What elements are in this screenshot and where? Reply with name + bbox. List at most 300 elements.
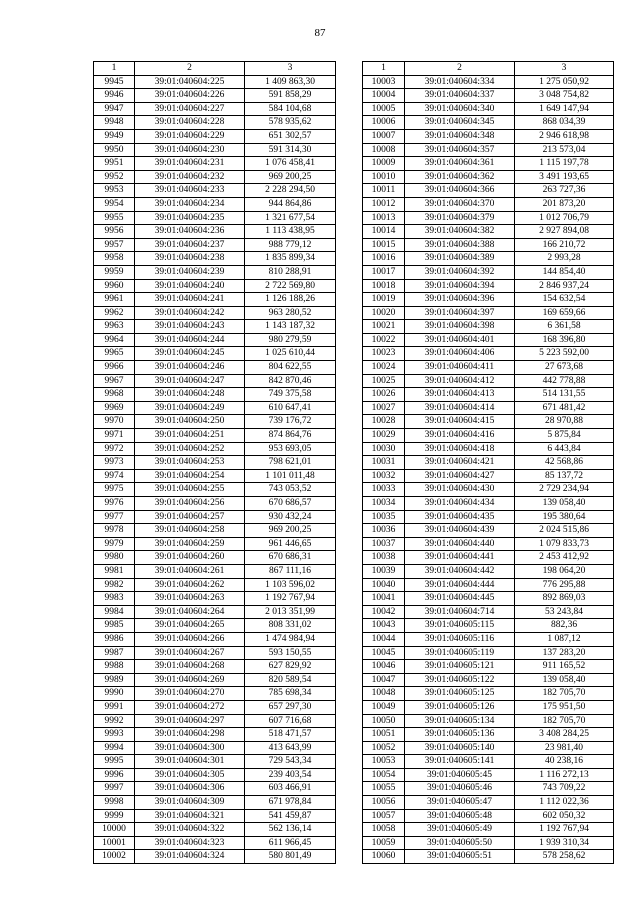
cadastral-number: 39:01:040604:251 (135, 429, 245, 443)
value: 1 113 438,95 (245, 225, 336, 239)
value: 139 058,40 (515, 497, 614, 511)
table-row (94, 660, 336, 674)
value: 808 331,02 (245, 619, 336, 633)
cadastral-number: 39:01:040605:122 (405, 673, 515, 687)
row-number: 9988 (94, 660, 135, 674)
row-number: 10015 (363, 238, 405, 252)
cadastral-number: 39:01:040604:427 (405, 469, 515, 483)
cadastral-number: 39:01:040604:441 (405, 551, 515, 565)
row-number: 10006 (363, 116, 405, 130)
page-number: 87 (314, 27, 326, 39)
row-number: 9961 (94, 293, 135, 307)
row-number: 10032 (363, 469, 405, 483)
row-number: 9995 (94, 755, 135, 769)
value: 514 131,55 (515, 388, 614, 402)
table-row (94, 823, 336, 837)
table-row (363, 619, 614, 633)
cadastral-number: 39:01:040604:394 (405, 279, 515, 293)
cadastral-number: 39:01:040604:233 (135, 184, 245, 198)
value: 5 223 592,00 (515, 347, 614, 361)
value: 798 621,01 (245, 456, 336, 470)
row-number: 9948 (94, 116, 135, 130)
cadastral-number: 39:01:040605:141 (405, 755, 515, 769)
table-row (94, 225, 336, 239)
table-row (94, 551, 336, 565)
table-row (363, 279, 614, 293)
table-row (363, 143, 614, 157)
value: 144 854,40 (515, 265, 614, 279)
table-row (363, 687, 614, 701)
cadastral-number: 39:01:040604:272 (135, 700, 245, 714)
cadastral-number: 39:01:040604:370 (405, 197, 515, 211)
row-number: 9958 (94, 252, 135, 266)
cadastral-number: 39:01:040605:121 (405, 660, 515, 674)
cadastral-number: 39:01:040604:239 (135, 265, 245, 279)
value: 1 116 272,13 (515, 768, 614, 782)
table-row (94, 700, 336, 714)
table-row (94, 564, 336, 578)
table-row (94, 741, 336, 755)
table-row (363, 347, 614, 361)
table-row (363, 361, 614, 375)
cadastral-number: 39:01:040604:340 (405, 102, 515, 116)
row-number: 9949 (94, 129, 135, 143)
cadastral-number: 39:01:040604:240 (135, 279, 245, 293)
cadastral-number: 39:01:040604:362 (405, 170, 515, 184)
value: 627 829,92 (245, 660, 336, 674)
value: 868 034,39 (515, 116, 614, 130)
value: 1 649 147,94 (515, 102, 614, 116)
table-left (93, 61, 336, 864)
value: 3 491 193,65 (515, 170, 614, 184)
value: 1 835 899,34 (245, 252, 336, 266)
row-number: 10026 (363, 388, 405, 402)
row-number: 9984 (94, 605, 135, 619)
row-number: 10030 (363, 442, 405, 456)
value: 749 375,58 (245, 388, 336, 402)
cadastral-number: 39:01:040604:241 (135, 293, 245, 307)
row-number: 9946 (94, 89, 135, 103)
row-number: 9998 (94, 796, 135, 810)
table-row (363, 102, 614, 116)
cadastral-number: 39:01:040604:231 (135, 157, 245, 171)
value: 892 869,03 (515, 592, 614, 606)
row-number: 9989 (94, 673, 135, 687)
row-number: 9951 (94, 157, 135, 171)
value: 2 722 569,80 (245, 279, 336, 293)
table-row (94, 456, 336, 470)
value: 1 115 197,78 (515, 157, 614, 171)
cadastral-number: 39:01:040604:322 (135, 823, 245, 837)
row-number: 10043 (363, 619, 405, 633)
table-row (363, 211, 614, 225)
cadastral-number: 39:01:040604:250 (135, 415, 245, 429)
table-row (94, 782, 336, 796)
table-row (94, 320, 336, 334)
row-number: 10014 (363, 225, 405, 239)
table-row (94, 102, 336, 116)
table-row (94, 184, 336, 198)
table-row (363, 564, 614, 578)
table-row (363, 75, 614, 89)
table-row (94, 714, 336, 728)
value: 198 064,20 (515, 564, 614, 578)
cadastral-number: 39:01:040604:411 (405, 361, 515, 375)
table-row (363, 388, 614, 402)
value: 1 126 188,26 (245, 293, 336, 307)
cadastral-number: 39:01:040605:50 (405, 836, 515, 850)
cadastral-number: 39:01:040605:140 (405, 741, 515, 755)
table-row (94, 483, 336, 497)
table-row (94, 442, 336, 456)
cadastral-number: 39:01:040604:270 (135, 687, 245, 701)
cadastral-number: 39:01:040604:263 (135, 592, 245, 606)
cadastral-number: 39:01:040604:434 (405, 497, 515, 511)
row-number: 10009 (363, 157, 405, 171)
cadastral-number: 39:01:040604:418 (405, 442, 515, 456)
row-number: 10050 (363, 714, 405, 728)
row-number: 9997 (94, 782, 135, 796)
row-number: 10045 (363, 646, 405, 660)
cadastral-number: 39:01:040604:228 (135, 116, 245, 130)
table-row (363, 225, 614, 239)
value: 911 165,52 (515, 660, 614, 674)
table-row (363, 238, 614, 252)
header-col-3: 3 (245, 62, 336, 76)
row-number: 9959 (94, 265, 135, 279)
value: 602 050,32 (515, 809, 614, 823)
value: 442 778,88 (515, 374, 614, 388)
row-number: 10028 (363, 415, 405, 429)
value: 963 280,52 (245, 306, 336, 320)
row-number: 9971 (94, 429, 135, 443)
row-number: 10002 (94, 850, 135, 864)
value: 930 432,24 (245, 510, 336, 524)
cadastral-number: 39:01:040604:345 (405, 116, 515, 130)
table-row (94, 388, 336, 402)
cadastral-number: 39:01:040604:236 (135, 225, 245, 239)
row-number: 10029 (363, 429, 405, 443)
cadastral-number: 39:01:040604:445 (405, 592, 515, 606)
cadastral-number: 39:01:040604:337 (405, 89, 515, 103)
table-row (363, 714, 614, 728)
row-number: 9972 (94, 442, 135, 456)
cadastral-number: 39:01:040604:269 (135, 673, 245, 687)
cadastral-number: 39:01:040604:255 (135, 483, 245, 497)
cadastral-number: 39:01:040604:398 (405, 320, 515, 334)
value: 28 970,88 (515, 415, 614, 429)
table-row (94, 361, 336, 375)
value: 1 409 863,30 (245, 75, 336, 89)
cadastral-number: 39:01:040604:238 (135, 252, 245, 266)
row-number: 9957 (94, 238, 135, 252)
row-number: 10001 (94, 836, 135, 850)
cadastral-number: 39:01:040604:406 (405, 347, 515, 361)
row-number: 9979 (94, 537, 135, 551)
row-number: 10003 (363, 75, 405, 89)
row-number: 9983 (94, 592, 135, 606)
row-number: 9976 (94, 497, 135, 511)
table-row (94, 809, 336, 823)
value: 603 466,91 (245, 782, 336, 796)
cadastral-number: 39:01:040604:388 (405, 238, 515, 252)
table-row (363, 89, 614, 103)
cadastral-number: 39:01:040604:440 (405, 537, 515, 551)
table-header-row (94, 62, 336, 76)
row-number: 9977 (94, 510, 135, 524)
value: 969 200,25 (245, 524, 336, 538)
cadastral-number: 39:01:040605:126 (405, 700, 515, 714)
cadastral-number: 39:01:040604:227 (135, 102, 245, 116)
cadastral-number: 39:01:040604:366 (405, 184, 515, 198)
row-number: 10042 (363, 605, 405, 619)
cadastral-number: 39:01:040604:253 (135, 456, 245, 470)
value: 743 709,22 (515, 782, 614, 796)
table-row (363, 755, 614, 769)
cadastral-number: 39:01:040604:235 (135, 211, 245, 225)
header-col-2: 2 (135, 62, 245, 76)
value: 1 076 458,41 (245, 157, 336, 171)
row-number: 10013 (363, 211, 405, 225)
value: 591 858,29 (245, 89, 336, 103)
row-number: 9973 (94, 456, 135, 470)
row-number: 9991 (94, 700, 135, 714)
table-row (94, 333, 336, 347)
value: 175 951,50 (515, 700, 614, 714)
table-row (94, 306, 336, 320)
row-number: 10040 (363, 578, 405, 592)
row-number: 9980 (94, 551, 135, 565)
cadastral-number: 39:01:040605:47 (405, 796, 515, 810)
cadastral-number: 39:01:040604:266 (135, 632, 245, 646)
table-row (363, 632, 614, 646)
table-row (94, 238, 336, 252)
cadastral-number: 39:01:040604:258 (135, 524, 245, 538)
cadastral-number: 39:01:040605:51 (405, 850, 515, 864)
row-number: 10055 (363, 782, 405, 796)
cadastral-number: 39:01:040604:300 (135, 741, 245, 755)
cadastral-number: 39:01:040604:268 (135, 660, 245, 674)
row-number: 10056 (363, 796, 405, 810)
row-number: 9993 (94, 728, 135, 742)
row-number: 10018 (363, 279, 405, 293)
table-row (94, 265, 336, 279)
value: 810 288,91 (245, 265, 336, 279)
row-number: 10012 (363, 197, 405, 211)
cadastral-number: 39:01:040604:259 (135, 537, 245, 551)
row-number: 9952 (94, 170, 135, 184)
cadastral-number: 39:01:040604:230 (135, 143, 245, 157)
table-right (362, 61, 614, 864)
value: 139 058,40 (515, 673, 614, 687)
table-header-row (363, 62, 614, 76)
value: 2 729 234,94 (515, 483, 614, 497)
table-row (363, 157, 614, 171)
table-row (363, 768, 614, 782)
table-row (94, 279, 336, 293)
table-row (363, 320, 614, 334)
cadastral-number: 39:01:040604:324 (135, 850, 245, 864)
table-row (94, 75, 336, 89)
cadastral-number: 39:01:040604:261 (135, 564, 245, 578)
row-number: 9968 (94, 388, 135, 402)
row-number: 9992 (94, 714, 135, 728)
table-row (94, 592, 336, 606)
row-number: 10035 (363, 510, 405, 524)
table-row (363, 728, 614, 742)
table-row (94, 632, 336, 646)
row-number: 10007 (363, 129, 405, 143)
row-number: 10041 (363, 592, 405, 606)
value: 729 543,34 (245, 755, 336, 769)
cadastral-number: 39:01:040605:45 (405, 768, 515, 782)
value: 6 443,84 (515, 442, 614, 456)
cadastral-number: 39:01:040604:714 (405, 605, 515, 619)
cadastral-number: 39:01:040604:252 (135, 442, 245, 456)
value: 2 946 618,98 (515, 129, 614, 143)
value: 1 474 984,94 (245, 632, 336, 646)
row-number: 10016 (363, 252, 405, 266)
value: 953 693,05 (245, 442, 336, 456)
cadastral-number: 39:01:040604:323 (135, 836, 245, 850)
row-number: 10053 (363, 755, 405, 769)
table-row (363, 197, 614, 211)
value: 27 673,68 (515, 361, 614, 375)
cadastral-number: 39:01:040604:242 (135, 306, 245, 320)
table-row (363, 129, 614, 143)
table-row (363, 265, 614, 279)
value: 239 403,54 (245, 768, 336, 782)
value: 743 053,52 (245, 483, 336, 497)
value: 2 993,28 (515, 252, 614, 266)
value: 40 238,16 (515, 755, 614, 769)
value: 776 295,88 (515, 578, 614, 592)
table-row (363, 796, 614, 810)
cadastral-number: 39:01:040604:401 (405, 333, 515, 347)
cadastral-number: 39:01:040604:249 (135, 401, 245, 415)
table-row (363, 537, 614, 551)
row-number: 10048 (363, 687, 405, 701)
table-row (363, 673, 614, 687)
row-number: 9966 (94, 361, 135, 375)
cadastral-number: 39:01:040604:248 (135, 388, 245, 402)
table-row (94, 646, 336, 660)
table-row (363, 442, 614, 456)
value: 263 727,36 (515, 184, 614, 198)
value: 201 873,20 (515, 197, 614, 211)
row-number: 9994 (94, 741, 135, 755)
cadastral-number: 39:01:040604:379 (405, 211, 515, 225)
value: 670 686,31 (245, 551, 336, 565)
row-number: 9996 (94, 768, 135, 782)
cadastral-number: 39:01:040604:334 (405, 75, 515, 89)
value: 42 568,86 (515, 456, 614, 470)
value: 182 705,70 (515, 687, 614, 701)
value: 842 870,46 (245, 374, 336, 388)
table-row (363, 497, 614, 511)
row-number: 9964 (94, 333, 135, 347)
table-row (363, 170, 614, 184)
row-number: 10000 (94, 823, 135, 837)
row-number: 9956 (94, 225, 135, 239)
cadastral-number: 39:01:040604:245 (135, 347, 245, 361)
value: 6 361,58 (515, 320, 614, 334)
row-number: 9967 (94, 374, 135, 388)
table-row (363, 524, 614, 538)
table-row (94, 673, 336, 687)
cadastral-number: 39:01:040604:357 (405, 143, 515, 157)
row-number: 10017 (363, 265, 405, 279)
value: 1 112 022,36 (515, 796, 614, 810)
value: 1 321 677,54 (245, 211, 336, 225)
cadastral-number: 39:01:040604:421 (405, 456, 515, 470)
value: 1 192 767,94 (245, 592, 336, 606)
header-col-1: 1 (363, 62, 405, 76)
row-number: 10010 (363, 170, 405, 184)
value: 3 408 284,25 (515, 728, 614, 742)
value: 578 935,62 (245, 116, 336, 130)
value: 137 283,20 (515, 646, 614, 660)
value: 1 143 187,32 (245, 320, 336, 334)
cadastral-number: 39:01:040604:412 (405, 374, 515, 388)
row-number: 9970 (94, 415, 135, 429)
row-number: 9987 (94, 646, 135, 660)
row-number: 9982 (94, 578, 135, 592)
row-number: 9963 (94, 320, 135, 334)
table-row (94, 768, 336, 782)
cadastral-number: 39:01:040604:232 (135, 170, 245, 184)
row-number: 9962 (94, 306, 135, 320)
value: 518 471,57 (245, 728, 336, 742)
table-right-body (363, 75, 614, 863)
row-number: 9969 (94, 401, 135, 415)
value: 1 012 706,79 (515, 211, 614, 225)
row-number: 9947 (94, 102, 135, 116)
row-number: 10049 (363, 700, 405, 714)
table-row (363, 646, 614, 660)
table-row (363, 510, 614, 524)
table-row (363, 782, 614, 796)
cadastral-number: 39:01:040604:361 (405, 157, 515, 171)
row-number: 10027 (363, 401, 405, 415)
cadastral-number: 39:01:040605:134 (405, 714, 515, 728)
row-number: 10008 (363, 143, 405, 157)
value: 944 864,86 (245, 197, 336, 211)
value: 607 716,68 (245, 714, 336, 728)
cadastral-number: 39:01:040604:234 (135, 197, 245, 211)
cadastral-number: 39:01:040604:226 (135, 89, 245, 103)
cadastral-number: 39:01:040605:49 (405, 823, 515, 837)
table-row (363, 578, 614, 592)
row-number: 10022 (363, 333, 405, 347)
value: 2 927 894,08 (515, 225, 614, 239)
table-row (94, 728, 336, 742)
cadastral-number: 39:01:040604:414 (405, 401, 515, 415)
value: 195 380,64 (515, 510, 614, 524)
cadastral-number: 39:01:040605:46 (405, 782, 515, 796)
cadastral-number: 39:01:040605:116 (405, 632, 515, 646)
table-row (363, 469, 614, 483)
value: 671 978,84 (245, 796, 336, 810)
header-col-3: 3 (515, 62, 614, 76)
table-row (94, 170, 336, 184)
cadastral-number: 39:01:040604:435 (405, 510, 515, 524)
cadastral-number: 39:01:040604:256 (135, 497, 245, 511)
table-row (363, 592, 614, 606)
value: 611 966,45 (245, 836, 336, 850)
table-row (94, 578, 336, 592)
row-number: 9953 (94, 184, 135, 198)
